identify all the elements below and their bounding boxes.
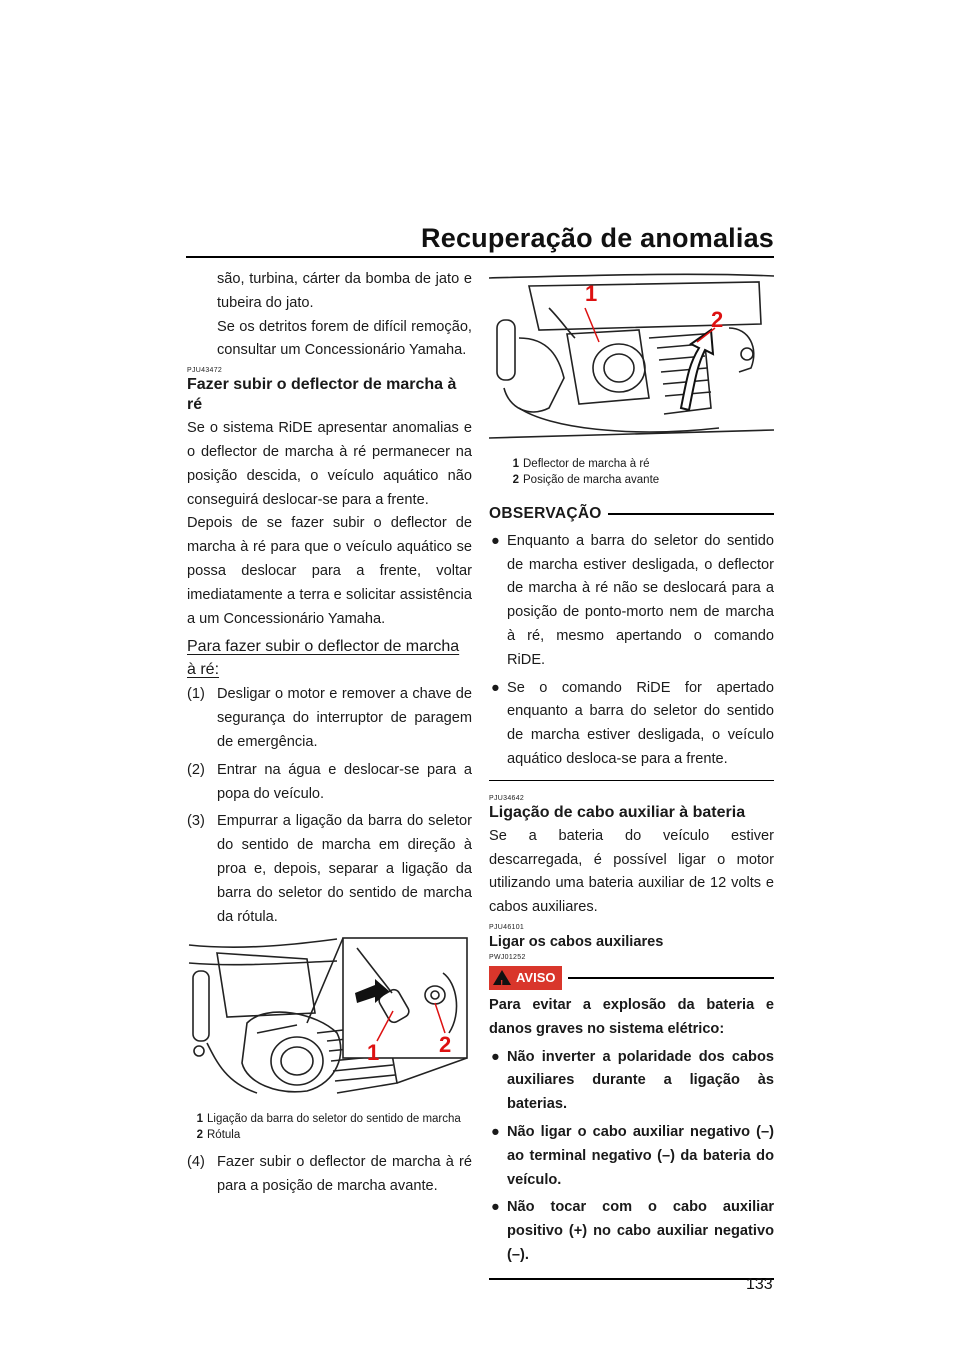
callout-1: 1 <box>585 281 598 306</box>
step-item <box>187 810 472 929</box>
steps-list-continued <box>187 1151 472 1199</box>
section-heading: Ligação de cabo auxiliar à bateria <box>489 803 746 821</box>
bullet-text: Não inverter a polaridade dos cabos auxiliares durante a ligação às baterias. <box>507 1048 774 1113</box>
steps-list <box>187 683 472 929</box>
bullet-text: Se o comando RiDE for apertado enquanto a barra do seletor do sentido de marcha estiver desligada, o veículo aquático desloca-se para a frente. <box>507 679 774 767</box>
warning-box <box>489 966 774 1280</box>
figure-legend <box>189 1111 472 1143</box>
warning-code: PWJ01252 <box>489 953 526 961</box>
step-number: (3) <box>187 813 205 830</box>
warning-bullet <box>489 1121 774 1192</box>
paragraph: Se o sistema RiDE apresentar anomalias e o deflector de marcha à ré permanecer na posição descida, o veículo aquático não conseguirá deslocar-se para a frente. <box>187 420 472 508</box>
bullet-icon: ● <box>491 532 500 549</box>
legend-number: 2 <box>512 474 519 486</box>
legend-text: Ligação da barra do seletor do sentido de marcha <box>207 1113 461 1126</box>
section-code: PJU43472 <box>187 367 223 375</box>
legend-number: 1 <box>512 458 519 470</box>
note-rule <box>608 513 774 515</box>
callout-1: 1 <box>367 1040 380 1066</box>
subsection-heading: Ligar os cabos auxiliares <box>489 933 664 950</box>
paragraph: Depois de se fazer subir o deflector de marcha à ré para que o veículo aquático se possa deslocar para a frente, voltar imediatamente a terra e solicitar assistência a um Concessionário Yamaha. <box>187 515 472 627</box>
legend-item <box>189 1111 472 1127</box>
legend-number: 2 <box>196 1129 203 1142</box>
bullet-icon: ● <box>491 1048 500 1065</box>
reverse-gate-illustration <box>489 268 774 448</box>
step-text: Entrar na água e deslocar-se para a popa do veículo. <box>217 761 472 802</box>
legend-text: Posição de marcha avante <box>523 474 660 486</box>
figure-legend <box>505 456 774 488</box>
bullet-icon: ● <box>491 679 500 696</box>
step-item <box>187 759 472 807</box>
bullet-text: Não tocar com o cabo auxiliar positivo (+) no cabo auxiliar negativo (–). <box>507 1199 774 1263</box>
note-label: OBSERVAÇÃO <box>489 505 602 522</box>
warning-rule <box>568 977 775 979</box>
subheading: Para fazer subir o deflector de marcha à ré: <box>187 638 460 679</box>
step-text: Desligar o motor e remover a chave de segurança do interruptor de paragem de emergência. <box>217 686 472 750</box>
warning-intro: Para evitar a explosão da bateria e danos graves no sistema elétrico: <box>489 996 774 1037</box>
page-number: 133 <box>746 1276 773 1293</box>
warning-icon: ! <box>493 970 511 985</box>
warning-badge <box>489 966 562 990</box>
callout-2: 2 <box>439 1032 452 1058</box>
page-header <box>186 222 774 258</box>
note-box <box>489 502 774 781</box>
callout-2: 2 <box>711 307 724 332</box>
bullet-icon: ● <box>491 1199 500 1216</box>
legend-text: Deflector de marcha à ré <box>523 458 650 470</box>
legend-text: Rótula <box>207 1129 241 1142</box>
warning-bullet <box>489 1196 774 1267</box>
step-number: (4) <box>187 1154 205 1171</box>
figure-shift-rod-linkage <box>187 933 472 1103</box>
legend-item <box>505 472 774 488</box>
note-header <box>489 502 774 526</box>
note-bullet <box>489 530 774 673</box>
left-column <box>187 268 472 1203</box>
step-number: (1) <box>187 686 205 703</box>
right-column <box>489 268 774 1280</box>
figure-reverse-gate <box>489 268 774 448</box>
legend-number: 1 <box>196 1113 203 1126</box>
bullet-text: Não ligar o cabo auxiliar negativo (–) ao terminal negativo (–) da bateria do veículo. <box>507 1123 774 1188</box>
step-number: (2) <box>187 761 205 778</box>
section-heading: Fazer subir o deflector de marcha à ré <box>187 376 457 414</box>
step-item <box>187 1151 472 1199</box>
bullet-icon: ● <box>491 1123 500 1140</box>
bullet-text: Enquanto a barra do seletor do sentido de marcha estiver desligada, o deflector de marcha à ré não se deslocará para a posição de ponto-morto nem de marcha à ré, mesmo apertando o comando RiDE. <box>507 532 774 668</box>
step-text: Fazer subir o deflector de marcha à ré para a posição de marcha avante. <box>217 1154 472 1195</box>
warning-bullet <box>489 1046 774 1117</box>
paragraph: Se a bateria do veículo estiver descarregada, é possível ligar o motor utilizando uma bateria auxiliar de 12 volts e cabos auxiliares. <box>489 827 774 916</box>
section-code: PJU34642 <box>489 794 525 802</box>
step-item <box>187 683 472 754</box>
continued-text-1: são, turbina, cárter da bomba de jato e tubeira do jato. <box>217 271 472 311</box>
section-code: PJU46101 <box>489 923 525 931</box>
continued-text-2: Se os detritos forem de difícil remoção, consultar um Concessionário Yamaha. <box>217 318 472 359</box>
warning-header <box>489 966 774 990</box>
legend-item <box>189 1127 472 1143</box>
shift-rod-illustration <box>187 933 472 1103</box>
step-text: Empurrar a ligação da barra do seletor do sentido de marcha em direção à proa e, depois, separar a ligação da barra do seletor do sentido de marcha da rótula. <box>217 813 472 925</box>
page-title: Recuperação de anomalias <box>421 223 774 253</box>
note-bullet <box>489 677 774 772</box>
warning-label: AVISO <box>516 970 556 986</box>
legend-item <box>505 456 774 472</box>
